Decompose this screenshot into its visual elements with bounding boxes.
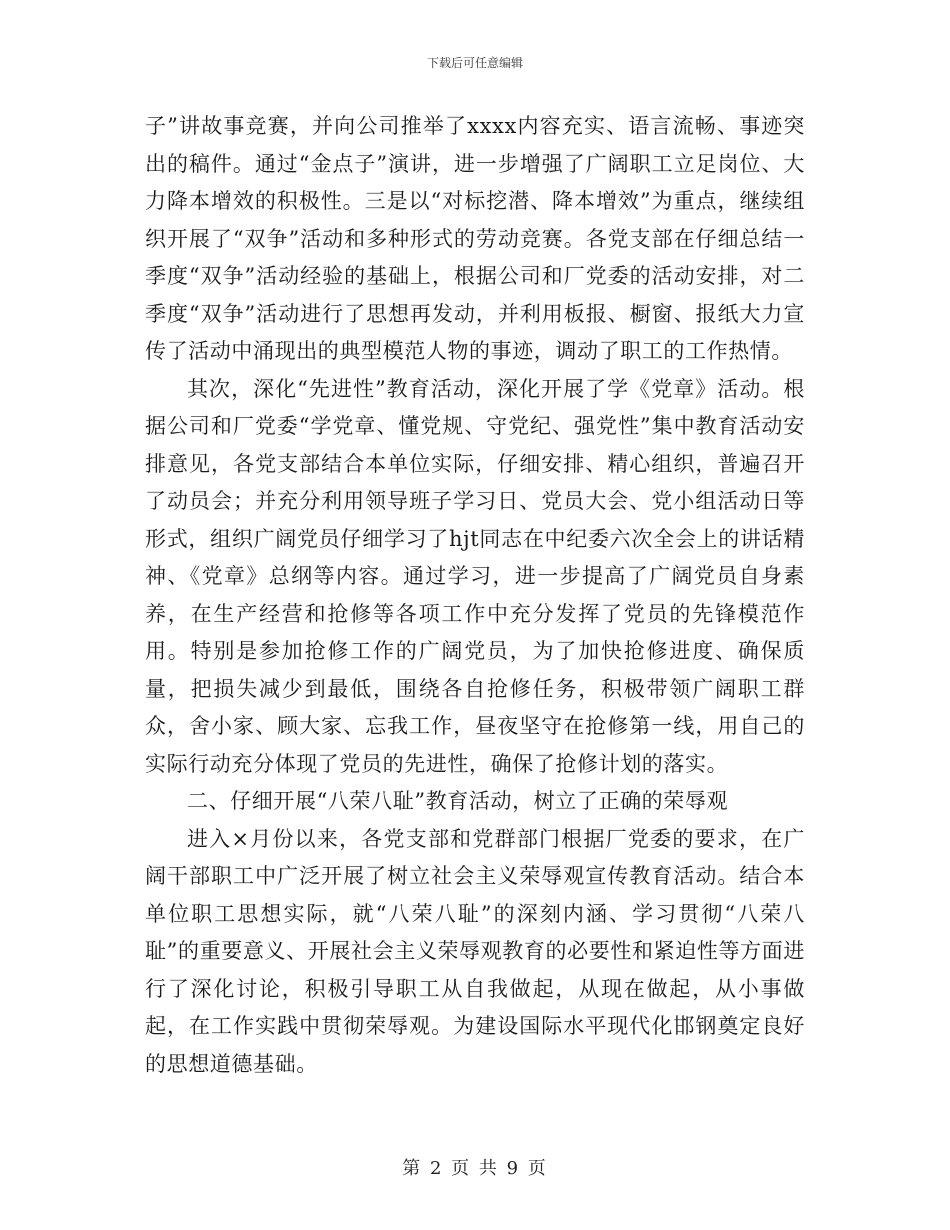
paragraph-party-education: 其次，深化“先进性”教育活动，深化开展了学《党章》活动。根据公司和厂党委“学党章、懂党规、守党纪、强党性”集中教育活动安排意见，各党支部结合本单位实际，仔细安排、精心组织，普遍召开了动员会；并充分利用领导班子学习日、党员大会、党小组活动日等形式，组织广阔党员仔细学习了hjt同志在中纪委六次全会上的讲话精神、《党章》总纲等内容。通过学习，进一步提高了广阔党员自身素养，在生产经营和抢修等各项工作中充分发挥了党员的先锋模范作用。特别是参加抢修工作的广阔党员，为了加快抢修进度、确保质量，把损失减少到最低，围绕各自抢修任务，积极带领广阔职工群众，舍小家、顾大家、忘我工作，昼夜坚守在抢修第一线，用自己的实际行动充分体现了党员的先进性，确保了抢修计划的落实。 xyxy=(145,376,805,776)
paragraph-honor-disgrace: 进入×月份以来，各党支部和党群部门根据厂党委的要求，在广阔干部职工中广泛开展了树立社会主义荣辱观宣传教育活动。结合本单位职工思想实际，就“八荣八耻”的深刻内涵、学习贯彻“八荣八耻”的重要意义、开展社会主义荣辱观教育的必要性和紧迫性等方面进行了深化讨论，积极引导职工从自我做起，从现在做起，从小事做起，在工作实践中贯彻荣辱观。为建设国际水平现代化邯钢奠定良好的思想道德基础。 xyxy=(145,826,805,1076)
page-footer-number: 第 2 页 共 9 页 xyxy=(402,1158,548,1179)
document-body xyxy=(145,108,805,1083)
section-heading: 二、仔细开展“八荣八耻”教育活动，树立了正确的荣辱观 xyxy=(187,789,729,813)
paragraph-continued: 子”讲故事竞赛，并向公司推举了xxxx内容充实、语言流畅、事迹突出的稿件。通过“金点子”演讲，进一步增强了广阔职工立足岗位、大力降本增效的积极性。三是以“对标挖潜、降本增效”为重点，继续组织开展了“双争”活动和多种形式的劳动竞赛。各党支部在仔细总结一季度“双争”活动经验的基础上，根据公司和厂党委的活动安排，对二季度“双争”活动进行了思想再发动，并利用板报、橱窗、报纸大力宣传了活动中涌现出的典型模范人物的事迹，调动了职工的工作热情。 xyxy=(145,114,805,363)
page-header-note: 下载后可任意编辑 xyxy=(426,56,523,70)
